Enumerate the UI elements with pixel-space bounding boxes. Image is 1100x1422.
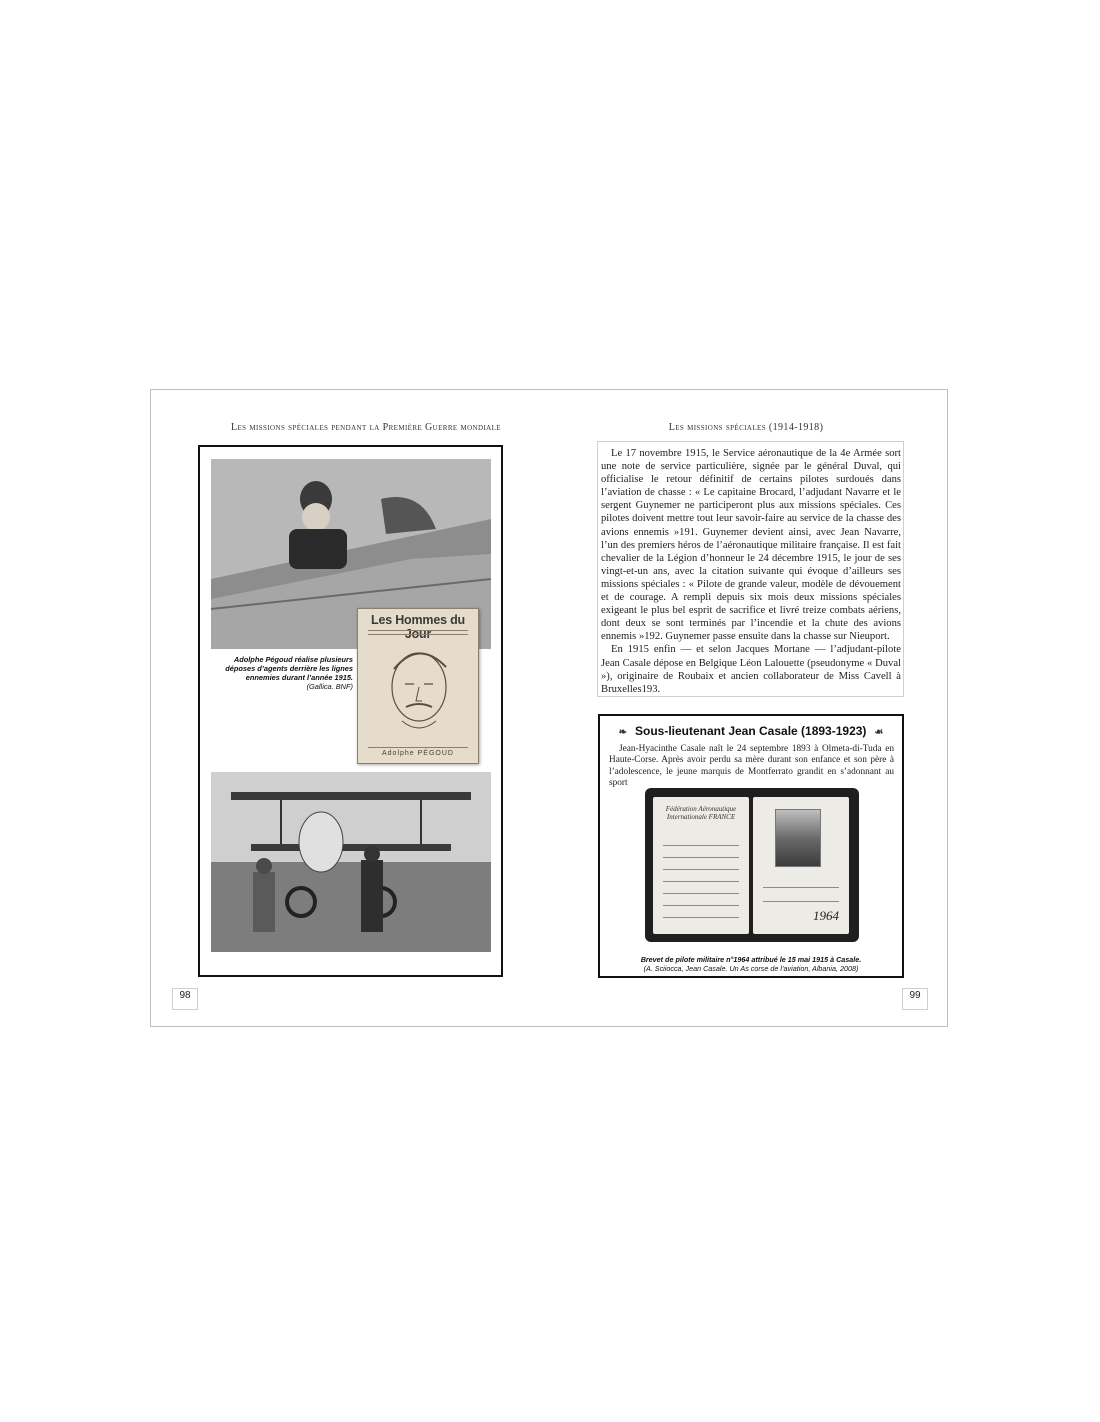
- page-number-left: 98: [172, 988, 198, 1010]
- fleuron-left-icon: ❧: [618, 727, 627, 738]
- caption-pegoud: [210, 655, 353, 691]
- license-portrait: [775, 809, 821, 867]
- magazine-cover: [357, 608, 479, 764]
- running-head-right: Les missions spéciales (1914-1918): [668, 422, 824, 433]
- license-line: [763, 887, 839, 888]
- paragraph-2: En 1915 enfin — et selon Jacques Mortane — l’adjudant-pilote Jean Casale dépose en Belgique Léon Lalouette (pseudonyme « Duval »), originaire de Roubaix et ancien collaborateur de Miss Cavell à Bruxelles193.: [601, 644, 901, 695]
- magazine-title: Les Hommes du Jour: [371, 613, 465, 641]
- license-line: [663, 881, 739, 882]
- bio-text: Jean-Hyacinthe Casale naît le 24 septembre 1893 à Olmeta-di-Tuda en Haute-Corse. Après avoir perdu sa mère durant son enfance et son père à l’adolescence, le jeune marquis de Montferrato grandit en s’adonnant au sport: [609, 744, 894, 788]
- license-line: [663, 845, 739, 846]
- license-left-page: [653, 797, 749, 934]
- caption-license: [600, 956, 902, 973]
- license-line: [763, 901, 839, 902]
- magazine-rule: [368, 630, 468, 635]
- left-image-frame: [198, 445, 503, 977]
- caption-license-main: Brevet de pilote militaire n°1964 attribué le 15 mai 1915 à Casale.: [640, 955, 862, 964]
- caption-pegoud-source: (Gallica. BNF): [306, 682, 353, 691]
- paragraph-1: Le 17 novembre 1915, le Service aéronautique de la 4e Armée sort une note de service particulière, signée par le général Duval, qui officialise le retour définitif de certains pilotes surdoués dans l’aviation de chasse : « Le capitaine Brocard, l’adjudant Navarre et le sergent Guynemer ne participeront plus aux missions spéciales. Ces pilotes doivent mettre tout leur savoir-faire au service de la chasse des avions ennemis »191. Guynemer devient ainsi, avec Jean Navarre, l’un des premiers héros de l’aéronautique militaire française. Il est fait chevalier de la Légion d’honneur le 24 décembre 1915, le jour de ses vingt-et-un ans, avec la citation suivante qui évoque d’ailleurs ses missions spéciales : « Pilote de grande valeur, modèle de dévouement et de courage. A rempli depuis six mois deux missions spéciales exigeant le plus bel esprit de sacrifice et livré treize combats aériens, dont deux se sont terminés par l’incendie et la chute des avions ennemis »192. Guynemer passe ensuite dans la chasse sur Nieuport.: [601, 448, 901, 643]
- book-spread: [150, 389, 948, 1027]
- biplane-illustration: [211, 772, 491, 952]
- photo-biplane-soldiers: [211, 772, 491, 952]
- portrait-sketch: [372, 639, 466, 739]
- license-header: Fédération Aéronautique Internationale FRANCE: [665, 805, 737, 821]
- caption-pegoud-main: Adolphe Pégoud réalise plusieurs déposes d’agents derrière les lignes ennemies durant l’année 1915.: [225, 655, 353, 682]
- license-line: [663, 893, 739, 894]
- license-right-page: [753, 797, 849, 934]
- license-line: [663, 869, 739, 870]
- bio-box-casale: [598, 714, 904, 978]
- license-line: [663, 905, 739, 906]
- bio-title: Sous-lieutenant Jean Casale (1893-1923): [634, 724, 867, 738]
- running-head-left: Les missions spéciales pendant la Première Guerre mondiale: [231, 422, 501, 433]
- license-line: [663, 857, 739, 858]
- pilot-license-image: [645, 788, 859, 942]
- page-number-right: 99: [902, 988, 928, 1010]
- license-line: [663, 917, 739, 918]
- magazine-name: Adolphe PÉGOUD: [368, 747, 468, 757]
- bio-title-row: [600, 724, 902, 738]
- license-number: 1964: [813, 908, 839, 923]
- fleuron-right-icon: ☙: [874, 727, 884, 738]
- main-text-box: [597, 441, 904, 697]
- caption-license-source: (A. Sciiocca, Jean Casale. Un As corse de l’aviation, Albania, 2008): [643, 963, 859, 973]
